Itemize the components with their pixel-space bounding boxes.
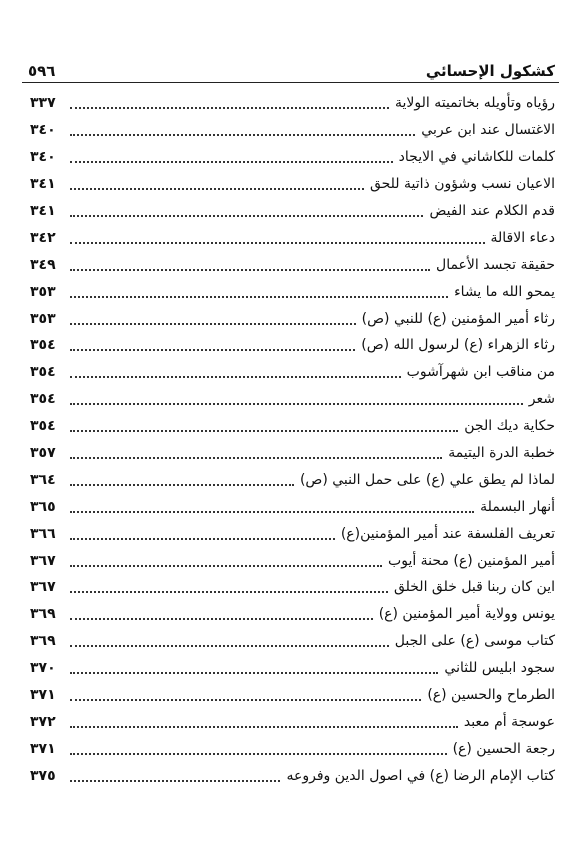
toc-entry-title: لماذا لم يطق علي (ع) على حمل النبي (ص) bbox=[299, 471, 555, 488]
toc-entry-title: دعاء الاقالة bbox=[490, 229, 555, 246]
toc-entry-page-number: ٣٤٩ bbox=[30, 256, 56, 273]
toc-entry-title: من مناقب ابن شهرآشوب bbox=[406, 364, 555, 381]
dot-leader bbox=[70, 672, 438, 674]
toc-entry-title: سجود ابليس للثاني bbox=[444, 660, 555, 677]
toc-entry-title: أمير المؤمنين (ع) محنة أيوب bbox=[388, 552, 555, 569]
toc-entry-title: حكاية ديك الجن bbox=[464, 418, 555, 435]
dot-leader bbox=[70, 726, 458, 728]
toc-entry-page-number: ٣٥٧ bbox=[30, 445, 56, 462]
toc-entry-page-number: ٣٧٥ bbox=[30, 767, 56, 784]
toc-entry-page-number: ٣٦٦ bbox=[30, 525, 56, 542]
dot-leader bbox=[70, 430, 458, 432]
toc-entry-page-number: ٣٥٣ bbox=[30, 283, 56, 300]
toc-entry-title: الاغتسال عند ابن عربي bbox=[421, 122, 555, 139]
toc-entry bbox=[30, 574, 555, 601]
dot-leader bbox=[70, 484, 294, 486]
dot-leader bbox=[70, 134, 415, 136]
toc-entry-page-number: ٣٦٥ bbox=[30, 498, 56, 515]
toc-entry-title: شعر bbox=[528, 391, 555, 408]
toc-entry-title: تعريف الفلسفة عند أمير المؤمنين(ع) bbox=[340, 525, 555, 542]
toc-entry bbox=[30, 735, 555, 762]
toc-entry-title: يمحو الله ما يشاء bbox=[454, 283, 555, 300]
toc-entry bbox=[30, 413, 555, 440]
table-of-contents bbox=[30, 90, 555, 789]
toc-entry-page-number: ٣٧١ bbox=[30, 740, 56, 757]
toc-entry-page-number: ٣٧٠ bbox=[30, 660, 56, 677]
toc-entry bbox=[30, 440, 555, 467]
toc-entry bbox=[30, 547, 555, 574]
toc-entry-page-number: ٣٧١ bbox=[30, 687, 56, 704]
toc-entry bbox=[30, 305, 555, 332]
toc-entry-title: الاعيان نسب وشؤون ذاتية للحق bbox=[369, 176, 555, 193]
toc-entry-page-number: ٣٤٠ bbox=[30, 149, 56, 166]
toc-entry-title: خطبة الدرة اليتيمة bbox=[448, 445, 555, 462]
dot-leader bbox=[70, 699, 421, 701]
toc-entry bbox=[30, 386, 555, 413]
header-page-number: ٥٩٦ bbox=[28, 62, 56, 80]
toc-entry-page-number: ٣٤١ bbox=[30, 176, 56, 193]
toc-entry bbox=[30, 332, 555, 359]
toc-entry-title: كتاب موسى (ع) على الجبل bbox=[394, 633, 555, 650]
toc-entry-page-number: ٣٣٧ bbox=[30, 95, 56, 112]
toc-entry-title: حقيقة تجسد الأعمال bbox=[436, 256, 555, 273]
dot-leader bbox=[70, 645, 389, 647]
dot-leader bbox=[70, 780, 280, 782]
toc-entry bbox=[30, 224, 555, 251]
toc-entry-page-number: ٣٦٧ bbox=[30, 552, 56, 569]
toc-entry bbox=[30, 359, 555, 386]
toc-entry-page-number: ٣٤٠ bbox=[30, 122, 56, 139]
toc-entry-page-number: ٣٥٤ bbox=[30, 418, 56, 435]
dot-leader bbox=[70, 349, 355, 351]
toc-entry-page-number: ٣٦٩ bbox=[30, 633, 56, 650]
toc-entry bbox=[30, 90, 555, 117]
dot-leader bbox=[70, 296, 448, 298]
toc-entry-title: رجعة الحسين (ع) bbox=[452, 740, 555, 757]
dot-leader bbox=[70, 457, 442, 459]
toc-entry-title: رؤياه وتأويله بخاتميته الولاية bbox=[394, 95, 555, 112]
dot-leader bbox=[70, 161, 393, 163]
dot-leader bbox=[70, 188, 364, 190]
dot-leader bbox=[70, 242, 485, 244]
toc-entry-title: قدم الكلام عند الفيض bbox=[429, 203, 555, 219]
toc-entry-page-number: ٣٤٢ bbox=[30, 229, 56, 246]
toc-entry bbox=[30, 708, 555, 735]
toc-entry bbox=[30, 628, 555, 655]
toc-entry-page-number: ٣٤١ bbox=[30, 203, 56, 219]
dot-leader bbox=[70, 376, 401, 378]
header-book-title: كشكول الإحسائي bbox=[425, 62, 555, 80]
page-header bbox=[28, 54, 555, 80]
toc-entry-page-number: ٣٥٣ bbox=[30, 310, 56, 327]
toc-entry-title: رثاء أمير المؤمنين (ع) للنبي (ص) bbox=[361, 310, 555, 327]
toc-entry-page-number: ٣٥٤ bbox=[30, 364, 56, 381]
toc-entry-page-number: ٣٦٧ bbox=[30, 579, 56, 596]
header-rule bbox=[22, 82, 559, 83]
toc-entry-page-number: ٣٥٤ bbox=[30, 337, 56, 354]
toc-entry-title: كلمات للكاشاني في الايجاد bbox=[398, 149, 555, 166]
dot-leader bbox=[70, 538, 335, 540]
toc-entry-page-number: ٣٧٢ bbox=[30, 713, 56, 730]
toc-entry bbox=[30, 278, 555, 305]
dot-leader bbox=[70, 323, 356, 325]
toc-entry-title: اين كان ربنا قبل خلق الخلق bbox=[393, 579, 555, 596]
toc-entry bbox=[30, 682, 555, 709]
toc-entry bbox=[30, 117, 555, 144]
dot-leader bbox=[70, 215, 423, 217]
toc-entry bbox=[30, 198, 555, 225]
toc-entry bbox=[30, 493, 555, 520]
toc-entry bbox=[30, 144, 555, 171]
toc-entry-title: أنهار البسملة bbox=[480, 498, 555, 515]
toc-entry bbox=[30, 251, 555, 278]
dot-leader bbox=[70, 753, 447, 755]
dot-leader bbox=[70, 107, 389, 109]
toc-entry-page-number: ٣٥٤ bbox=[30, 391, 56, 408]
toc-entry bbox=[30, 655, 555, 682]
dot-leader bbox=[70, 565, 382, 567]
toc-entry-title: يونس وولاية أمير المؤمنين (ع) bbox=[378, 606, 555, 623]
toc-entry-page-number: ٣٦٤ bbox=[30, 471, 56, 488]
toc-entry bbox=[30, 171, 555, 198]
toc-entry-title: رثاء الزهراء (ع) لرسول الله (ص) bbox=[361, 337, 555, 354]
toc-entry-title: الطرماح والحسين (ع) bbox=[427, 687, 555, 704]
dot-leader bbox=[70, 403, 523, 405]
dot-leader bbox=[70, 269, 430, 271]
toc-entry-page-number: ٣٦٩ bbox=[30, 606, 56, 623]
dot-leader bbox=[70, 618, 373, 620]
dot-leader bbox=[70, 591, 388, 593]
toc-entry-title: كتاب الإمام الرضا (ع) في اصول الدين وفروعه bbox=[286, 767, 555, 784]
toc-entry bbox=[30, 601, 555, 628]
toc-entry-title: عوسجة أم معبد bbox=[463, 713, 555, 730]
toc-entry bbox=[30, 762, 555, 789]
toc-entry bbox=[30, 466, 555, 493]
dot-leader bbox=[70, 511, 474, 513]
toc-entry bbox=[30, 520, 555, 547]
